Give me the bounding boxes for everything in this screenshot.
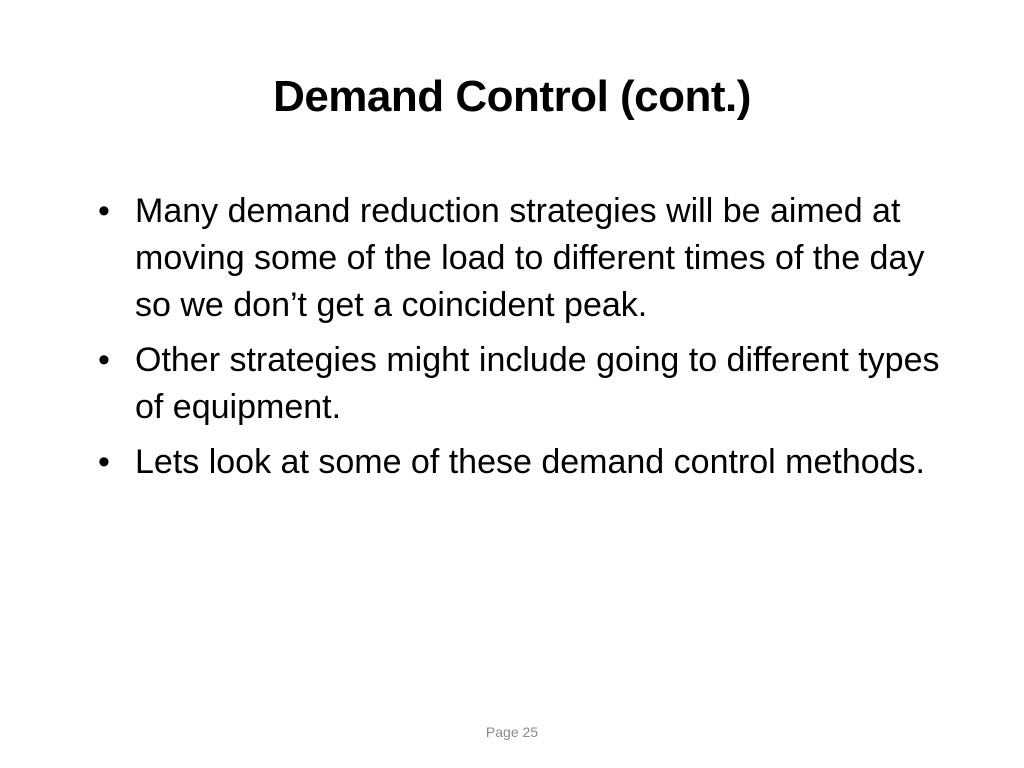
bullet-item <box>98 188 958 329</box>
bullet-text: Other strategies might include going to different types of equipment. <box>135 341 940 426</box>
slide-title: Demand Control (cont.) <box>273 72 751 121</box>
bullet-text: Many demand reduction strategies will be aimed at moving some of the load to different times of the day so we don’t get a coincident peak. <box>135 192 925 324</box>
bullet-icon: • <box>98 192 110 230</box>
page-number: Page 25 <box>485 724 539 740</box>
bullet-icon: • <box>98 443 110 481</box>
bullet-item <box>98 439 958 486</box>
bullet-text: Lets look at some of these demand control methods. <box>135 443 926 481</box>
bullet-item <box>98 337 958 431</box>
bullet-icon: • <box>98 341 110 379</box>
bullet-list <box>98 188 958 494</box>
